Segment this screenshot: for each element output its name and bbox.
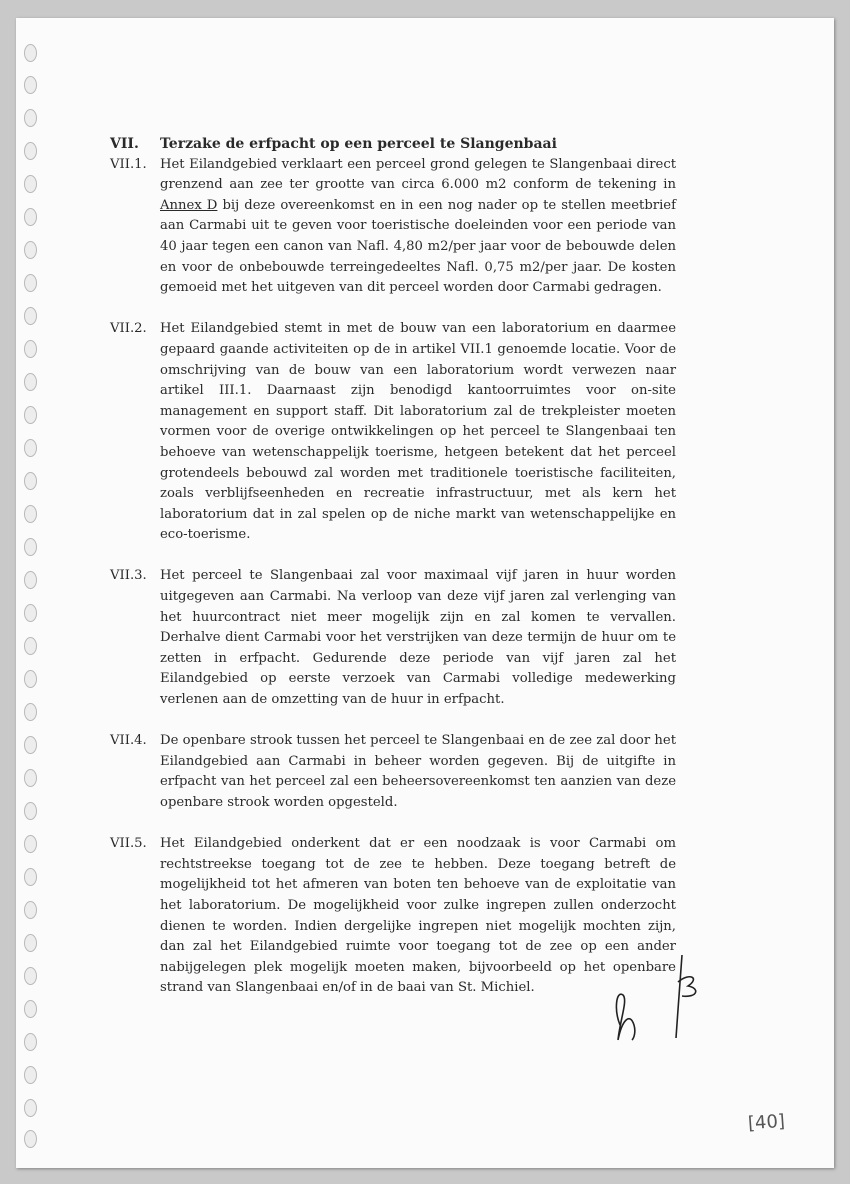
article-text: Het Eilandgebied onderkent dat er een noodzaak is voor Carmabi om rechtstreekse toegang tot de zee te hebben. Deze toegang betreft de mogelijkheid tot het afmeren van boten ten behoeve van de exploitatie van het laboratorium. De mogelijkheid voor zulke ingrepen zullen onderzocht dienen te worden. Indien dergelijke ingrepen niet mogelijk mochten zijn, dan zal het Eilandgebied ruimte voor toegang tot de zee op een ander nabijgelegen plek mogelijk moeten maken, bijvoorbeeld op het openbare strand van Slangenbaai en/of in de baai van St. Michiel. (160, 836, 676, 996)
article-text: Het perceel te Slangenbaai zal voor maximaal vijf jaren in huur worden uitgegeven aan Carmabi. Na verloop van deze vijf jaren zal verlenging van het huurcontract niet meer mogelijk zijn en zal komen te vervallen. Derhalve dient Carmabi voor het verstrijken van deze termijn de huur om te zetten in erfpacht. Gedurende deze periode van vijf jaren zal het Eilandgebied op eerste verzoek van Carmabi volledige medewerking verlenen aan de omzetting van de huur in erfpacht. (160, 568, 676, 708)
binder-hole (24, 901, 37, 919)
binder-hole (24, 1066, 37, 1084)
binder-hole (24, 274, 37, 292)
article-number: VII.1. (110, 156, 147, 172)
article-number: VII.2. (110, 321, 147, 337)
binder-hole (24, 76, 37, 94)
section-heading (110, 134, 676, 155)
binder-hole (24, 538, 37, 556)
handwritten-initials (590, 950, 700, 1050)
binder-hole (24, 802, 37, 820)
binder-hole (24, 1033, 37, 1051)
binder-hole (24, 736, 37, 754)
binder-hole (24, 505, 37, 523)
binder-hole (24, 439, 37, 457)
binder-hole (24, 241, 37, 259)
binder-hole (24, 406, 37, 424)
binder-hole (24, 703, 37, 721)
article-vii-4 (110, 731, 676, 813)
binder-hole (24, 934, 37, 952)
binder-hole (24, 175, 37, 193)
article-text-part: bij deze overeenkomst en in een nog nader op te stellen meetbrief aan Carmabi uit te geven voor toeristische doeleinden voor een periode van 40 jaar tegen een canon van Nafl. 4,80 m2/per jaar voor de bebouwde delen en voor de onbebouwde terreingedeeltes Nafl. 0,75 m2/per jaar. De kosten gemoeid met het uitgeven van dit perceel worden door Carmabi gedragen. (160, 197, 676, 296)
binder-hole (24, 868, 37, 886)
article-text (160, 155, 676, 299)
document-content (110, 134, 676, 1020)
page-number-stamp: [40] (747, 1110, 786, 1135)
binder-hole (24, 472, 37, 490)
binder-hole (24, 637, 37, 655)
binder-hole (24, 142, 37, 160)
article-number: VII.3. (110, 568, 147, 584)
binder-hole (24, 109, 37, 127)
binder-hole (24, 1000, 37, 1018)
binder-hole (24, 1099, 37, 1117)
section-title: Terzake de erfpacht op een perceel te Slangenbaai (160, 136, 557, 152)
annex-d-reference: Annex D (160, 197, 218, 213)
article-vii-1 (110, 155, 676, 299)
article-vii-3 (110, 566, 676, 710)
article-number: VII.5. (110, 836, 147, 852)
binder-hole (24, 835, 37, 853)
binder-hole (24, 373, 37, 391)
article-number: VII.4. (110, 733, 147, 749)
section-number: VII. (110, 136, 139, 152)
binder-hole (24, 1130, 37, 1148)
binder-hole (24, 208, 37, 226)
binder-hole (24, 670, 37, 688)
binder-hole (24, 307, 37, 325)
binder-hole (24, 340, 37, 358)
binder-hole (24, 967, 37, 985)
article-text: Het Eilandgebied stemt in met de bouw van een laboratorium en daarmee gepaard gaande activiteiten op de in artikel VII.1 genoemde locatie. Voor de omschrijving van de bouw van een laboratorium wordt verwezen naar artikel III.1. Daarnaast zijn benodigd kantoorruimtes voor on-site management en support staff. Dit laboratorium zal de trekpleister moeten vormen voor de overige ontwikkelingen op het perceel te Slangenbaai ten behoeve van wetenschappelijk toerisme, hetgeen betekent dat het perceel grotendeels bebouwd zal worden met traditionele toeristische faciliteiten, zoals verblijfseenheden en recreatie infrastructuur, met als kern het laboratorium dat in zal spelen op de niche markt van wetenschappelijke en eco-toerisme. (160, 321, 676, 543)
binder-hole (24, 571, 37, 589)
article-text: De openbare strook tussen het perceel te Slangenbaai en de zee zal door het Eilandgebied aan Carmabi in beheer worden gegeven. Bij de uitgifte in erfpacht van het perceel zal een beheersovereenkomst ten aanzien van deze openbare strook worden opgesteld. (160, 733, 676, 810)
article-text-part: Het Eilandgebied verklaart een perceel grond gelegen te Slangenbaai direct grenzend aan zee ter grootte van circa 6.000 m2 conform de tekening in (160, 156, 676, 193)
article-vii-2 (110, 319, 676, 546)
binder-hole (24, 769, 37, 787)
binder-hole (24, 604, 37, 622)
binder-hole (24, 44, 37, 62)
